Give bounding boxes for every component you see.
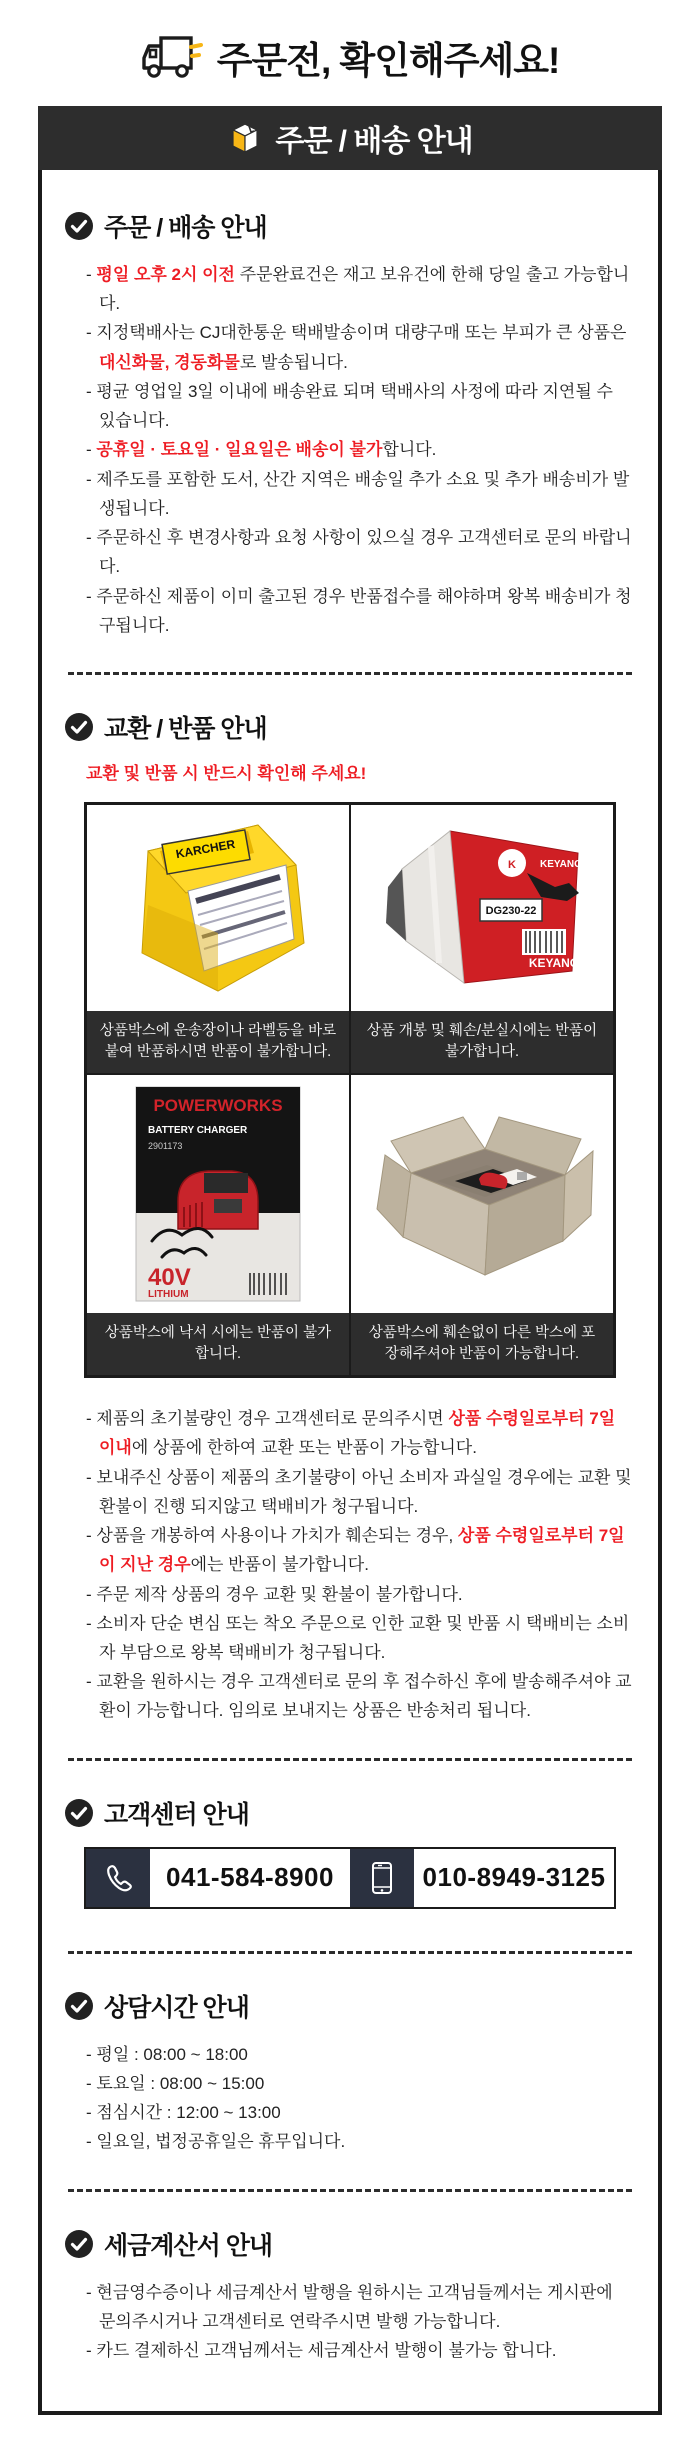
svg-text:40V: 40V (148, 1264, 191, 1292)
photo-karcher-box-with-shipping-label (87, 805, 349, 1011)
svg-text:DG230-22: DG230-22 (485, 905, 537, 918)
section-heading: 교환 / 반품 안내 (104, 715, 267, 744)
section-exchange (64, 701, 636, 1732)
section-hours (64, 1980, 636, 2163)
policy-cell-opened-damaged (350, 804, 614, 1074)
section-heading: 세금계산서 안내 (104, 2231, 272, 2260)
photo-keyang-damaged-box (351, 805, 613, 1011)
bullet-item: - 제주도를 포함한 도서, 산간 지역은 배송일 추가 소요 및 추가 배송비가 발생됩니다. (86, 469, 630, 518)
check-circle-icon (64, 211, 94, 241)
check-circle-icon (64, 1991, 94, 2021)
bullet-item: - 일요일, 법정공휴일은 휴무입니다. (86, 2132, 346, 2152)
bullet-item: - 상품을 개봉하여 사용이나 가치가 훼손되는 경우, 상품 수령일로부터 7일이 지난 경우에는 반품이 불가합니다. (86, 1526, 625, 1575)
check-circle-icon (64, 1798, 94, 1828)
exchange-section-title (64, 709, 636, 745)
svg-text:KEYANG: KEYANG (540, 859, 582, 871)
section-tax-invoice (64, 2218, 636, 2372)
photo-product-packed-in-outer-box (351, 1075, 613, 1313)
top-header (38, 22, 662, 106)
shipping-section-title (64, 208, 636, 244)
policy-caption: 상품박스에 운송장이나 라벨등을 바로 붙여 반품하시면 반품이 불가합니다. (87, 1011, 349, 1073)
hours-bullet-list (64, 2040, 636, 2157)
section-shipping (64, 200, 636, 646)
panel-title: 주문 / 배송 안내 (275, 125, 473, 158)
bullet-item: - 제품의 초기불량인 경우 고객센터로 문의주시면 상품 수령일로부터 7일 이내에 상품에 한하여 교환 또는 반품이 가능합니다. (86, 1409, 616, 1458)
bullet-item: - 점심시간 : 12:00 ~ 13:00 (86, 2103, 281, 2123)
bullet-item: - 평일 오후 2시 이전 주문완료건은 재고 보유건에 한해 당일 출고 가능합니다. (86, 265, 630, 314)
bullet-item: - 주문 제작 상품의 경우 교환 및 환불이 불가합니다. (86, 1584, 463, 1604)
bullet-item: - 현금영수증이나 세금계산서 발행을 원하시는 고객님들께서는 게시판에 문의주시거나 고객센터로 연락주시면 발행 가능합니다. (86, 2282, 613, 2331)
return-policy-photo-grid (84, 802, 616, 1378)
policy-cell-writing-on-box (86, 1074, 350, 1376)
bullet-item: - 교환을 원하시는 경우 고객센터로 문의 후 접수하신 후에 발송해주셔야 교환이 가능합니다. 임의로 보내지는 상품은 반송처리 됩니다. (86, 1672, 632, 1721)
svg-text:LITHIUM: LITHIUM (148, 1289, 189, 1301)
page-title: 주문전, 확인해주세요! (216, 40, 560, 81)
dashed-divider (68, 1758, 632, 1761)
tax-bullet-list (64, 2278, 636, 2366)
policy-caption: 상품박스에 낙서 시에는 반품이 불가합니다. (87, 1313, 349, 1375)
landline-phone-icon (86, 1849, 150, 1907)
bullet-item: - 공휴일 · 토요일 · 일요일은 배송이 불가합니다. (86, 440, 437, 460)
dashed-divider (68, 1951, 632, 1954)
tax-section-title (64, 2226, 636, 2262)
svg-text:KEYANG: KEYANG (528, 956, 580, 971)
mobile-number[interactable]: 010-8949-3125 (422, 1862, 606, 1893)
info-panel (38, 170, 662, 2415)
bullet-item: - 보내주신 상품이 제품의 초기불량이 아닌 소비자 과실일 경우에는 교환 및 환불이 진행 되지않고 택배비가 청구됩니다. (86, 1467, 632, 1516)
bullet-item: - 소비자 단순 변심 또는 착오 주문으로 인한 교환 및 반품 시 택배비는 소비자 부담으로 왕복 택배비가 청구됩니다. (86, 1613, 630, 1662)
phone-number[interactable]: 041-584-8900 (166, 1862, 334, 1893)
svg-text:POWERWORKS: POWERWORKS (153, 1096, 283, 1116)
check-circle-icon (64, 2229, 94, 2259)
policy-cell-repack-in-outer-box (350, 1074, 614, 1376)
package-box-icon (227, 120, 263, 156)
exchange-warning-note: 교환 및 반품 시 반드시 확인해 주세요! (86, 764, 367, 784)
bullet-item: - 주문하신 후 변경사항과 요청 사항이 있으실 경우 고객센터로 문의 바랍니다. (86, 528, 632, 577)
mobile-phone-icon (350, 1849, 414, 1907)
section-heading: 주문 / 배송 안내 (104, 214, 267, 242)
section-heading: 상담시간 안내 (104, 1993, 249, 2022)
check-circle-icon (64, 712, 94, 742)
contact-bar (84, 1847, 616, 1909)
exchange-bullet-list (64, 1404, 636, 1726)
photo-powerworks-box-with-writing (87, 1075, 349, 1313)
svg-text:KARCHER: KARCHER (174, 836, 237, 862)
panel-titlebar (38, 106, 662, 170)
policy-caption: 상품 개봉 및 훼손/분실시에는 반품이 불가합니다. (351, 1011, 613, 1073)
section-heading: 고객센터 안내 (104, 1800, 249, 1829)
delivery-truck-icon (141, 34, 203, 80)
section-customer-center (64, 1787, 636, 1925)
bullet-item: - 평균 영업일 3일 이내에 배송완료 되며 택배사의 사정에 따라 지연될 수 있습니다. (86, 381, 613, 431)
bullet-item: - 주문하신 제품이 이미 출고된 경우 반품접수를 해야하며 왕복 배송비가 청구됩니다. (86, 586, 632, 635)
bullet-item: - 지정택배사는 CJ대한통운 택배발송이며 대량구매 또는 부피가 큰 상품은 대신화물, 경동화물로 발송됩니다. (86, 323, 627, 372)
shipping-bullet-list (64, 260, 636, 640)
bullet-item: - 카드 결제하신 고객님께서는 세금계산서 발행이 불가능 합니다. (86, 2341, 557, 2361)
policy-cell-shipping-label (86, 804, 350, 1074)
bullet-item: - 토요일 : 08:00 ~ 15:00 (86, 2073, 265, 2093)
svg-text:K: K (508, 859, 516, 872)
dashed-divider (68, 672, 632, 675)
policy-caption: 상품박스에 훼손없이 다른 박스에 포장해주셔야 반품이 가능합니다. (351, 1313, 613, 1375)
svg-text:BATTERY CHARGER: BATTERY CHARGER (148, 1125, 248, 1137)
dashed-divider (68, 2189, 632, 2192)
svg-text:2901173: 2901173 (148, 1141, 183, 1152)
customer-center-section-title (64, 1795, 636, 1831)
bullet-item: - 평일 : 08:00 ~ 18:00 (86, 2044, 248, 2064)
hours-section-title (64, 1988, 636, 2024)
